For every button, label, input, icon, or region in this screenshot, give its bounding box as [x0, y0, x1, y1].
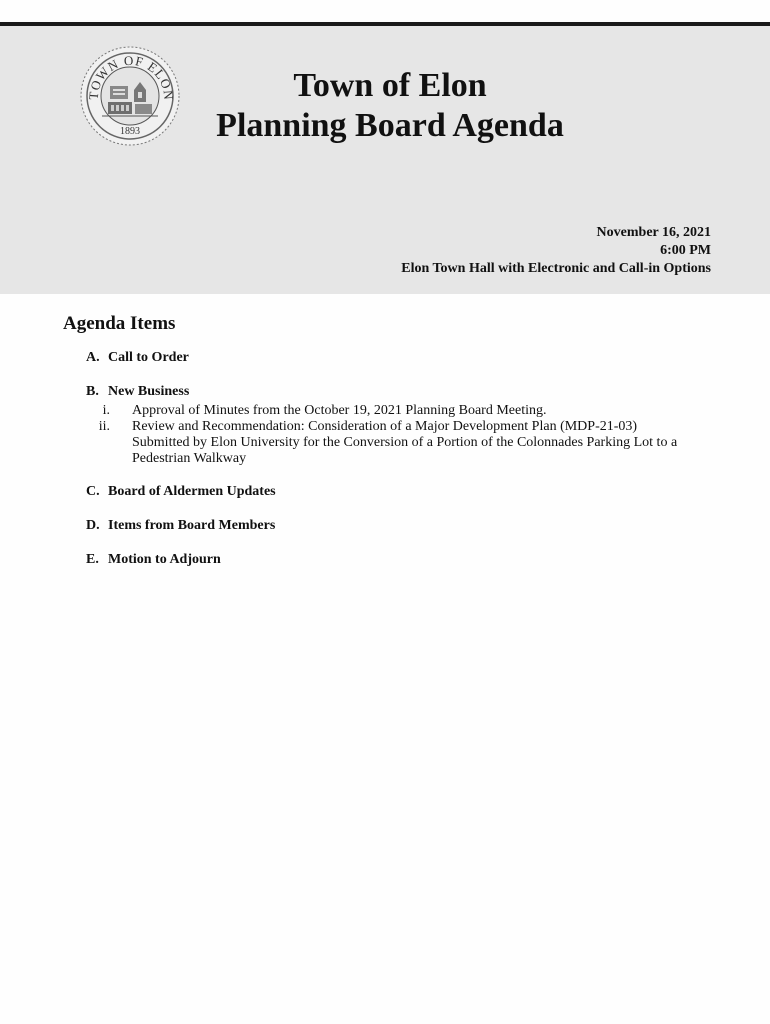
agenda-item-letter: C. — [86, 484, 100, 499]
agenda-item-label: Motion to Adjourn — [108, 552, 221, 567]
sub-item-text: Approval of Minutes from the October 19, 2021 Planning Board Meeting. — [132, 403, 547, 418]
document-title — [180, 66, 600, 146]
agenda-item-letter: A. — [86, 350, 100, 365]
agenda-item-label: Call to Order — [108, 350, 189, 365]
new-business-sublist — [86, 403, 726, 467]
meeting-location: Elon Town Hall with Electronic and Call-in Options — [401, 261, 711, 276]
sub-item-numeral: i. — [102, 403, 110, 418]
meeting-time: 6:00 PM — [660, 243, 711, 258]
agenda-list — [86, 349, 726, 585]
agenda-item-label: New Business — [108, 384, 190, 399]
seal-year: 1893 — [120, 126, 140, 137]
sub-item-numeral: ii. — [98, 419, 110, 434]
title-line-1: Town of Elon — [293, 67, 487, 104]
sub-item-minutes-approval — [86, 403, 726, 419]
sub-item-development-plan-review — [86, 419, 726, 467]
agenda-item-label: Board of Aldermen Updates — [108, 484, 276, 499]
agenda-item-letter: D. — [86, 518, 100, 533]
agenda-item-letter: B. — [86, 384, 99, 399]
town-seal-logo — [78, 44, 182, 148]
meeting-info — [401, 224, 711, 278]
title-line-2: Planning Board Agenda — [216, 107, 564, 144]
agenda-item-adjourn — [86, 551, 726, 569]
agenda-item-board-members — [86, 517, 726, 535]
agenda-item-new-business — [86, 383, 726, 467]
agenda-item-letter: E. — [86, 552, 99, 567]
agenda-item-call-to-order — [86, 349, 726, 367]
agenda-item-label: Items from Board Members — [108, 518, 276, 533]
agenda-heading: Agenda Items — [63, 313, 176, 334]
sub-item-text: Review and Recommendation: Consideration of a Major Development Plan (MDP-21-03) Submitted by Elon University for the Conversion of a Portion of the Colonnades Parking Lot to a Pedestrian Walkway — [132, 419, 678, 466]
seal-text: TOWN OF ELON — [85, 52, 177, 102]
meeting-date: November 16, 2021 — [596, 225, 711, 240]
agenda-item-aldermen-updates — [86, 483, 726, 501]
